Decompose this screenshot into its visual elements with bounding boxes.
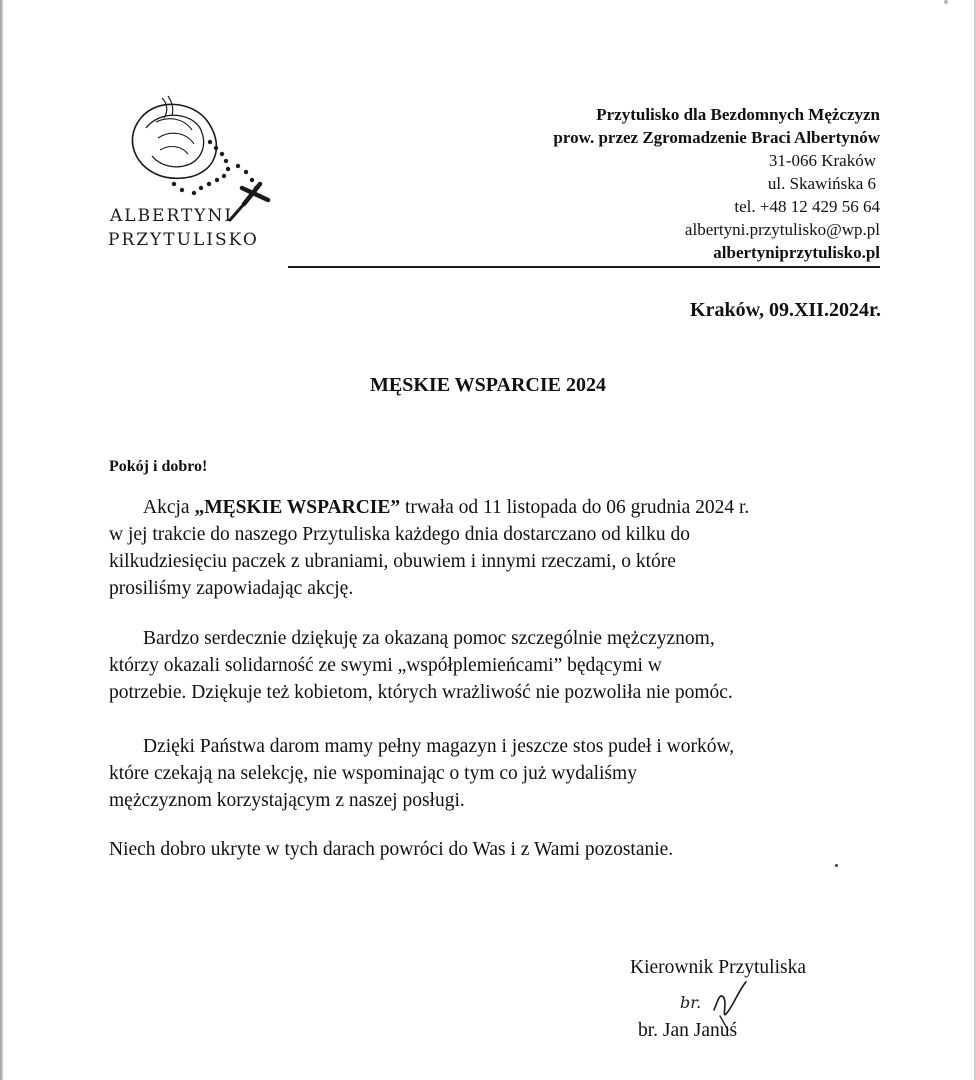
greeting: Pokój i dobro! (109, 458, 208, 475)
albertyni-logo (98, 92, 288, 262)
email-address[interactable]: albertyni.przytulisko@wp.pl (684, 220, 880, 239)
signatory-name: br. Jan Januś (638, 1020, 738, 1041)
paragraph-3-line-1: Dzięki Państwa darom mamy pełny magazyn i jeszcze stos pudeł i worków, (143, 736, 735, 757)
logo-word-przytulisko: PRZYTULISKO (108, 230, 259, 250)
paragraph-2-line-2: którzy okazali solidarność ze swymi „współplemieńcami” będącymi w (109, 655, 662, 676)
institution-operator: prow. przez Zgromadzenie Braci Albertynów (553, 128, 880, 147)
scan-speck (944, 0, 948, 4)
website-link[interactable]: albertyniprzytulisko.pl (713, 243, 880, 262)
campaign-name: „MĘSKIE WSPARCIE” (194, 497, 401, 518)
paragraph-4-line-1: Niech dobro ukryte w tych darach powróci do Was i z Wami pozostanie. (109, 839, 674, 860)
paragraph-1-line-2: w jej trakcie do naszego Przytuliska każdego dnia dostarczano od kilku do (109, 524, 691, 545)
letter-title: MĘSKIE WSPARCIE 2024 (370, 374, 606, 396)
paragraph-3-line-2: które czekają na selekcję, nie wspominając o tym co już wydaliśmy (109, 763, 637, 784)
paragraph-4 (109, 836, 884, 863)
paragraph-1-intro: Akcja (143, 497, 195, 518)
paragraph-1-line-1-rest: trwała od 11 listopada do 06 grudnia 2024 r. (400, 497, 750, 518)
logo-word-albertyni: ALBERTYNI (110, 206, 234, 226)
paragraph-2-line-1: Bardzo serdecznie dziękuję za okazaną pomoc szczególnie mężczyznom, (143, 628, 715, 649)
postal-code-city: 31-066 Kraków (768, 151, 876, 170)
paragraph-1-line-1 (109, 494, 884, 521)
letterhead (553, 103, 880, 264)
signature-handwritten-prefix: br. (680, 993, 702, 1012)
paragraph-1-line-4: prosiliśmy zapowiadając akcję. (109, 578, 354, 599)
page-left-edge (0, 0, 3, 1080)
letter-date: Kraków, 09.XII.2024r. (690, 299, 881, 321)
paragraph-1-line-3: kilkudziesięciu paczek z ubraniami, obuwiem i innymi rzeczami, o które (109, 551, 676, 572)
ink-dot (835, 864, 838, 867)
phone-number: tel. +48 12 429 56 64 (734, 197, 880, 216)
paragraph-3-line-3: mężczyznom korzystającym z naszej posługi. (109, 790, 465, 811)
signatory-role: Kierownik Przytuliska (630, 957, 807, 978)
paragraph-2 (109, 625, 884, 706)
paragraph-3 (109, 733, 884, 814)
paragraph-1 (109, 494, 884, 602)
street-address: ul. Skawińska 6 (767, 174, 876, 193)
institution-name: Przytulisko dla Bezdomnych Mężczyzn (596, 105, 880, 124)
paragraph-2-line-3: potrzebie. Dziękuje też kobietom, których wrażliwość nie pozwoliła nie pomóc. (109, 682, 733, 703)
header-divider (288, 266, 880, 268)
